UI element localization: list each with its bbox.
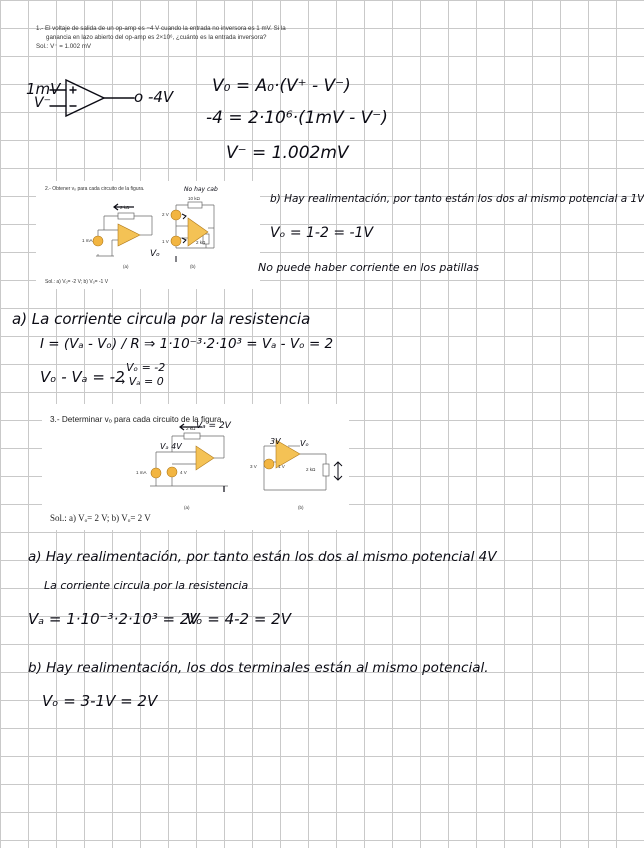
problem1-statement-line2: ganancia en lazo abierto del op-amp es 2×10⁶, ¿cuánto es la entrada inversora?	[46, 34, 267, 41]
problem2-fig-b-source-top: 2 V	[162, 212, 169, 217]
problem1-hand-output: o -4V	[134, 88, 174, 106]
problem3-fig-b-resistor: 2 kΩ	[306, 467, 316, 472]
problem1-hand-input-plus: 1mV	[26, 80, 61, 98]
problem2-hand-a-eq1: I = (Vₐ - Vₒ) / R ⇒ 1·10⁻³·2·10³ = Vₐ - Vₒ = 2	[40, 336, 334, 352]
problem2-hand-a-eq2-note1: Vₒ = -2	[126, 361, 166, 374]
problem2-solution: Sol.: a) Vₒ= -2 V; b) Vₒ= -1 V	[45, 279, 109, 285]
problem3-fig-a-resistor: 2 kΩ	[186, 426, 196, 431]
problem2-fig-a-source: 1 mA	[82, 238, 93, 243]
problem3-hand-a-eq1: Vₐ = 1·10⁻³·2·10³ = 2V	[28, 610, 200, 628]
problem3-fig-a-source: 4 V	[180, 470, 187, 475]
problem1-hand-eq3: V⁻ = 1.002mV	[226, 143, 349, 163]
problem3-fig-a-label: (a)	[184, 505, 190, 510]
problem2-hand-a-eq2: Vₒ - Vₐ = -2	[40, 368, 125, 386]
problem3-fig-a-current: 1 mA	[136, 470, 147, 475]
problem2-fig-a-label: (a)	[123, 264, 129, 269]
problem1-hand-eq1: V₀ = A₀·(V⁺ - V⁻)	[212, 76, 351, 96]
problem3-fig-b-source-mid: 1 V	[278, 464, 285, 469]
problem2-statement: 2.- Obtener vₒ para cada circuito de la figura.	[45, 186, 145, 192]
problem2-fig-b-source-bottom: 1 V	[162, 239, 169, 244]
problem2-fig-b-label: (b)	[190, 264, 196, 269]
problem2-fig-vo: Vₒ	[150, 249, 160, 259]
problem2-fig-a-resistor: 2 kΩ	[120, 205, 130, 210]
problem3-hand-a-line2: La corriente circula por la resistencia	[44, 579, 249, 592]
problem2-fig-b-resistor-right: 2 kΩ	[196, 240, 206, 245]
problem3-hand-note-b: 3V	[270, 437, 281, 446]
problem2-hand-a-eq2-note2: → Vₐ = 0	[116, 375, 164, 388]
problem3-statement: 3.- Determinar vₒ para cada circuito de la figura.	[50, 415, 224, 424]
problem3-fig-b-label: (b)	[298, 505, 304, 510]
problem3-hand-note-top: Vₐ = 2V	[196, 421, 231, 431]
problem3-solution: Sol.: a) Vₒ= 2 V; b) Vₒ= 2 V	[50, 513, 151, 523]
problem3-fig-b-source-left: 3 V	[250, 464, 257, 469]
problem3-hand-a-eq2: Vₒ = 4-2 = 2V	[186, 610, 291, 628]
problem1-hand-input-minus: V⁻	[34, 95, 51, 111]
problem3-hand-note-a: Vₐ 4V	[160, 442, 182, 451]
problem1-solution: Sol.: V⁻ = 1.002 mV	[36, 43, 92, 50]
problem2-fig-b-note: No hay cab	[184, 186, 218, 193]
problem3-hand-b-line1: b) Hay realimentación, los dos terminales están al mismo potencial.	[28, 660, 489, 676]
problem2-hand-a-line1: a) La corriente circula por la resistencia	[12, 310, 311, 328]
problem2-hand-b-line2: Vₒ = 1-2 = -1V	[270, 225, 374, 241]
problem1-statement-line1: 1.- El voltaje de salida de un op-amp es −4 V cuando la entrada no inversora es 1 mV. Si la	[36, 25, 286, 32]
problem2-hand-b-line1: b) Hay realimentación, por tanto están los dos al mismo potencial a 1V	[270, 193, 644, 205]
problem3-hand-note-vo: Vₒ	[300, 439, 309, 448]
problem2-fig-b-resistor-top: 10 kΩ	[188, 196, 200, 201]
problem2-hand-b-line3: No puede haber corriente en los patillas	[258, 261, 480, 274]
problem3-hand-b-eq1: Vₒ = 3-1V = 2V	[42, 692, 158, 710]
problem3-hand-a-line1: a) Hay realimentación, por tanto están los dos al mismo potencial 4V	[28, 549, 497, 565]
problem1-hand-eq2: -4 = 2·10⁶·(1mV - V⁻)	[206, 108, 388, 128]
